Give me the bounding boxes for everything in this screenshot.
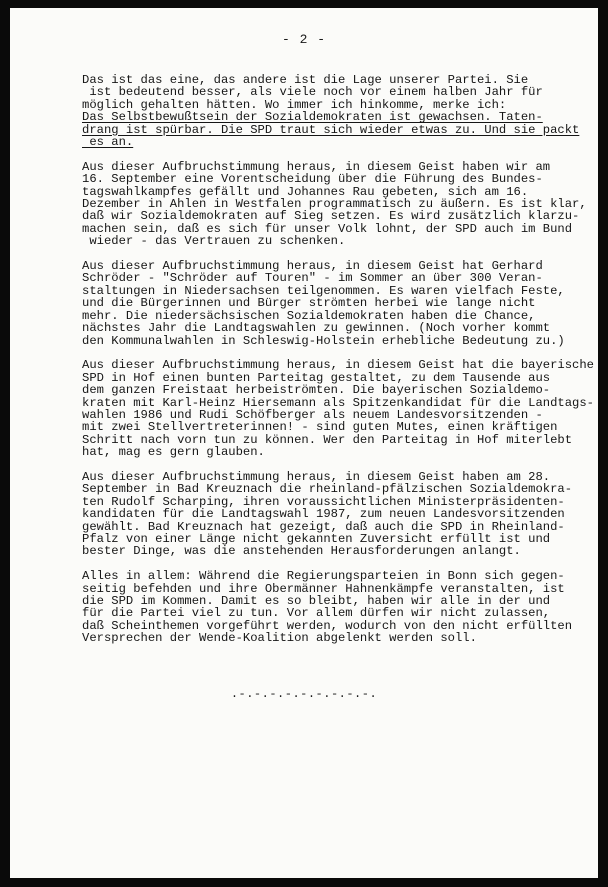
text-line: dem ganzen Freistaat herbeiströmten. Die bayerischen Sozialdemo- [82, 383, 551, 398]
text-line: Pfalz von einer Länge nicht gekannten Zuversicht erfüllt ist und [82, 531, 551, 546]
text-line: nächstes Jahr die Landtagswahlen zu gewinnen. (Noch vorher kommt [82, 321, 551, 336]
paragraph [82, 159, 587, 249]
page-number: - 2 - [281, 32, 326, 47]
paragraph [82, 570, 582, 644]
paragraph [82, 74, 582, 148]
text-line: ten Rudolf Scharping, ihren voraussichtlichen Ministerpräsidenten- [82, 494, 565, 509]
text-line: hat, mag es gern glauben. [82, 445, 265, 460]
text-line: daß Scheinthemen vorgeführt werden, wodurch von den nicht erfüllten [82, 618, 573, 633]
text-line: Dezember in Ahlen in Westfalen programmatisch zu äußern. Es ist klar, [82, 197, 587, 212]
text-line: mehr. Die niedersächsischen Sozialdemokraten haben die Chance, [82, 308, 536, 323]
text-line: für die Partei viel zu tun. Vor allem dürfen wir nicht zulassen, [82, 606, 551, 621]
text-line: und die Bürgerinnen und Bürger strömten herbei wie lange nicht [82, 296, 536, 311]
text-line: möglich gehalten hätten. Wo immer ich hinkomme, merke ich: [82, 97, 507, 112]
text-line: machen sein, daß es sich für unser Volk lohnt, der SPD auch im Bund [82, 221, 573, 236]
text-line: Das ist das eine, das andere ist die Lage unserer Partei. Sie [82, 73, 529, 87]
text-line: Aus dieser Aufbruchstimmung heraus, in diesem Geist hat Gerhard [82, 259, 543, 274]
text-line: gewählt. Bad Kreuznach hat gezeigt, daß auch die SPD in Rheinland- [82, 519, 565, 534]
text-line: Alles in allem: Während die Regierungsparteien in Bonn sich gegen- [82, 569, 565, 584]
text-line: wieder - das Vertrauen zu schenken. [82, 234, 346, 249]
text-line: seitig befehden und ihre Obermänner Hahnenkämpfe veranstalten, ist [82, 581, 565, 596]
text-line: Aus dieser Aufbruchstimmung heraus, in diesem Geist hat die bayerische [82, 358, 594, 373]
text-line: die SPD im Kommen. Damit es so bleibt, haben wir alle in der und [82, 593, 551, 608]
text-line: es an. [82, 135, 134, 150]
document-body [82, 73, 594, 657]
text-line: Das Selbstbewußtsein der Sozialdemokraten ist gewachsen. Taten- [82, 110, 543, 125]
text-line: staltungen in Niedersachsen teilgenommen. Es waren vielfach Feste, [82, 283, 565, 298]
closing-separator: .-.-.-.-.-.-.-.-.-. [230, 687, 378, 701]
text-line: mit zwei Stellvertreterinnen! - sind guten Mutes, einen kräftigen [82, 420, 558, 435]
text-line: kandidaten für die Landtagswahl 1987, zum neuen Landesvorsitzenden [82, 507, 565, 522]
text-line: Schröder - "Schröder auf Touren" - im Sommer an über 300 Veran- [82, 271, 543, 286]
text-line: kraten mit Karl-Heinz Hiersemann als Spitzenkandidat für die Landtags- [82, 395, 594, 410]
text-line: Aus dieser Aufbruchstimmung heraus, in diesem Geist haben am 28. [82, 469, 551, 484]
document-page [10, 8, 598, 878]
text-line: September in Bad Kreuznach die rheinland-pfälzischen Sozialdemokra- [82, 482, 573, 497]
paragraph [82, 471, 582, 558]
text-line: SPD in Hof einen bunten Parteitag gestaltet, zu dem Tausende aus [82, 370, 551, 385]
text-line: ist bedeutend besser, als viele noch vor einem halben Jahr für [82, 85, 543, 100]
text-line: daß wir Sozialdemokraten auf Sieg setzen. Es wird zusätzlich klarzu- [82, 209, 580, 224]
text-line: drang ist spürbar. Die SPD traut sich wieder etwas zu. Und sie packt [82, 122, 580, 137]
paragraph [82, 260, 582, 347]
text-line: Versprechen der Wende-Koalition abgelenkt werden soll. [82, 631, 477, 646]
text-line: Schritt nach vorn tun zu können. Wer den Parteitag in Hof miterlebt [82, 432, 573, 447]
paragraph [82, 358, 594, 460]
text-line: wahlen 1986 und Rudi Schöfberger als neuem Landesvorsitzenden - [82, 407, 543, 422]
text-line: tagswahlkampfes gefällt und Johannes Rau gebeten, sich am 16. [82, 184, 529, 199]
text-line: bester Dinge, was die anstehenden Herausforderungen anlangt. [82, 544, 521, 559]
text-line: den Kommunalwahlen in Schleswig-Holstein erhebliche Bedeutung zu.) [82, 333, 565, 348]
text-line: 16. September eine Vorentscheidung über die Führung des Bundes- [82, 172, 543, 187]
text-line: Aus dieser Aufbruchstimmung heraus, in diesem Geist haben wir am [82, 159, 551, 174]
